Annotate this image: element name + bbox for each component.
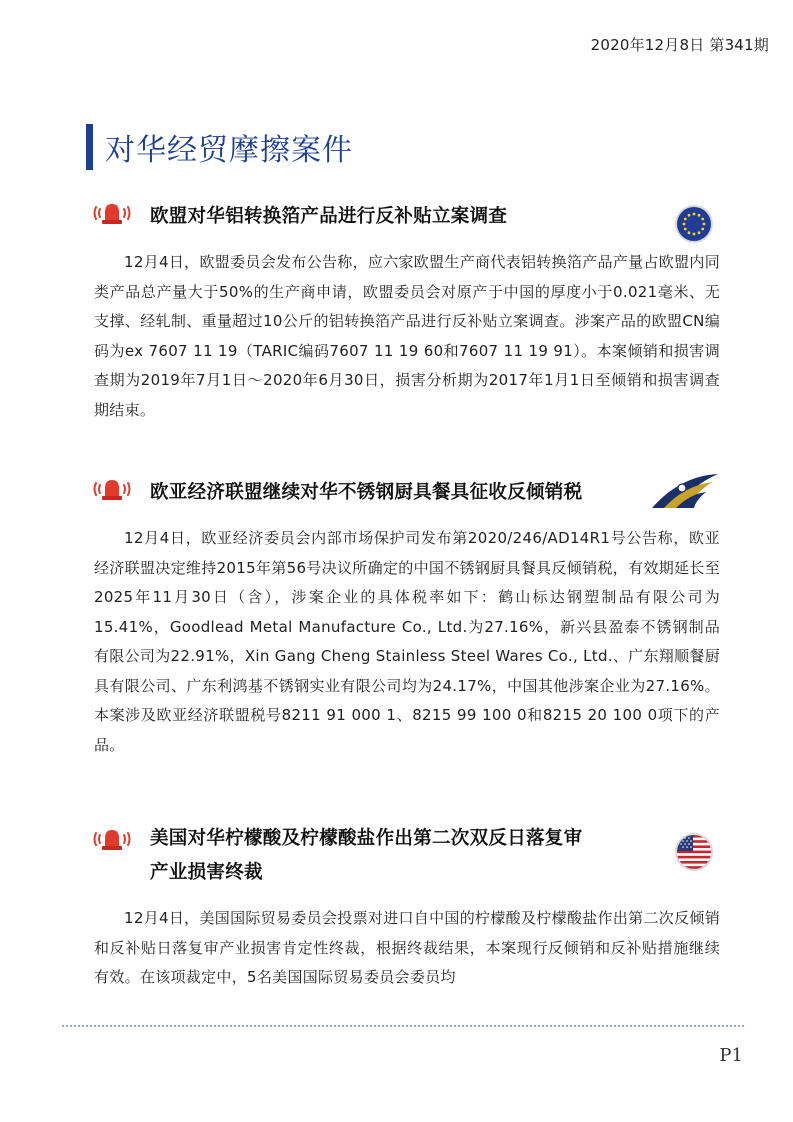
- case-title-line: 美国对华柠檬酸及柠檬酸盐作出第二次双反日落复审: [150, 828, 583, 849]
- case-title: [150, 476, 582, 510]
- case-eu-aluminium-foil: [92, 200, 722, 425]
- case-title: [150, 822, 582, 890]
- case-body: 12月4日，美国国际贸易委员会投票对进口自中国的柠檬酸及柠檬酸盐作出第二次反倾销和反补贴日落复审产业损害肯定性终裁，根据终裁结果，本案现行反倾销和反补贴措施继续有效。在该项裁定中，5名美国国际贸易委员会委员均: [94, 909, 720, 986]
- section-title-bar: [86, 124, 93, 170]
- alarm-icon: [92, 476, 132, 502]
- page-number: P1: [719, 1045, 743, 1066]
- case-us-citric-acid: [92, 822, 722, 993]
- case-eaeu-stainless-kitchenware: [92, 476, 722, 760]
- us-flag-icon: [674, 832, 714, 872]
- case-title-line: 欧亚经济联盟继续对华不锈钢厨具餐具征收反倾销税: [150, 482, 583, 503]
- case-header: [92, 822, 722, 890]
- case-title-line: 欧盟对华铝转换箔产品进行反补贴立案调查: [150, 206, 508, 227]
- section-title: [86, 124, 353, 170]
- case-body: 12月4日，欧盟委员会发布公告称，应六家欧盟生产商代表铝转换箔产品产量占欧盟内同类产品总产量大于50%的生产商申请，欧盟委员会对原产于中国的厚度小于0.021毫米、无支撑、经轧制、重量超过10公斤的铝转换箔产品进行反补贴立案调查。涉案产品的欧盟CN编码为ex 7607 11 19（TARIC编码7607 11 19 60和7607 11 19 91）。本案倾销和损害调查期为2019年7月1日～2020年6月30日，损害分析期为2017年1月1日至倾销和损害调查期结束。: [94, 253, 720, 419]
- case-body: 12月4日，欧亚经济委员会内部市场保护司发布第2020/246/AD14R1号公告称，欧亚经济联盟决定维持2015年第56号决议所确定的中国不锈钢厨具餐具反倾销税，有效期延长至2025年11月30日（含），涉案企业的具体税率如下：鹤山标达钢塑制品有限公司为15.41%，Goodlead Metal Manufacture Co., Ltd.为27.16%，新兴县盈泰不锈钢制品有限公司为22.91%，Xin Gang Cheng Stainless Steel Wares Co., Ltd.、广东翔顺餐厨具有限公司、广东利鸿基不锈钢实业有限公司均为24.17%，中国其他涉案企业为27.16%。本案涉及欧亚经济联盟税号8211 91 000 1、8215 99 100 0和8215 20 100 0项下的产品。: [94, 529, 720, 754]
- case-title-line: 产业损害终裁: [150, 862, 263, 883]
- footer-divider: [62, 1025, 744, 1027]
- issue-date: 2020年12月8日 第341期: [590, 36, 769, 54]
- section-title-text: 对华经贸摩擦案件: [105, 133, 353, 168]
- case-header: [92, 476, 722, 510]
- case-header: [92, 200, 722, 234]
- alarm-icon: [92, 200, 132, 226]
- case-title: [150, 200, 507, 234]
- alarm-icon: [92, 826, 132, 852]
- eu-flag-icon: [674, 204, 714, 244]
- eaeu-emblem-icon: [650, 472, 720, 512]
